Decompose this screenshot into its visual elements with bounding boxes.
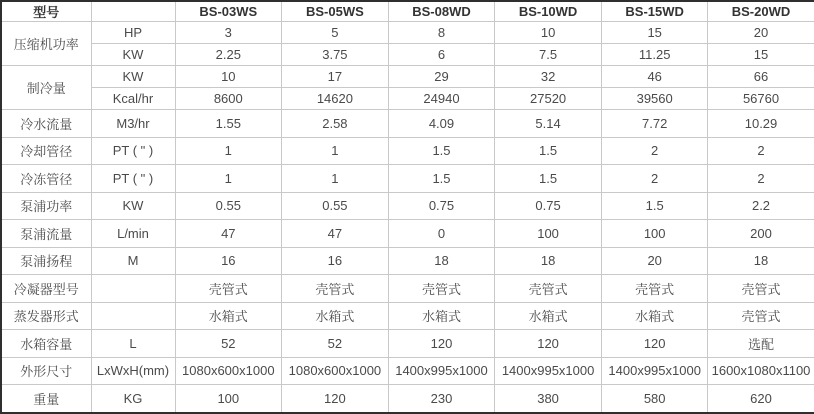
value-cell: 5 bbox=[282, 22, 389, 44]
value-cell: 1.55 bbox=[175, 110, 282, 138]
value-cell: 壳管式 bbox=[388, 275, 495, 303]
unit-cell: LxWxH(mm) bbox=[91, 357, 175, 385]
value-cell: 380 bbox=[495, 385, 602, 413]
value-cell: 2.25 bbox=[175, 44, 282, 66]
value-cell: 7.72 bbox=[601, 110, 708, 138]
row-label-cell: 蒸发器形式 bbox=[1, 302, 91, 330]
value-cell: 1400x995x1000 bbox=[601, 357, 708, 385]
unit-cell: Kcal/hr bbox=[91, 88, 175, 110]
unit-cell: M bbox=[91, 247, 175, 275]
value-cell: 水箱式 bbox=[601, 302, 708, 330]
row-label-cell: 泵浦扬程 bbox=[1, 247, 91, 275]
value-cell: 水箱式 bbox=[388, 302, 495, 330]
row-label-cell: 外形尺寸 bbox=[1, 357, 91, 385]
row-label-cell: 冷凝器型号 bbox=[1, 275, 91, 303]
value-cell: 24940 bbox=[388, 88, 495, 110]
table-row bbox=[1, 22, 814, 44]
unit-cell: PT ( " ) bbox=[91, 137, 175, 165]
value-cell: 4.09 bbox=[388, 110, 495, 138]
value-cell: 1 bbox=[282, 165, 389, 193]
value-cell: 56760 bbox=[708, 88, 814, 110]
value-cell: 2.2 bbox=[708, 192, 814, 220]
table-row bbox=[1, 88, 814, 110]
row-label-cell: 制冷量 bbox=[1, 66, 91, 110]
model-header-cell: BS-08WD bbox=[388, 1, 495, 22]
value-cell: 46 bbox=[601, 66, 708, 88]
value-cell: 7.5 bbox=[495, 44, 602, 66]
unit-cell: KW bbox=[91, 192, 175, 220]
value-cell: 15 bbox=[708, 44, 814, 66]
value-cell: 120 bbox=[282, 385, 389, 413]
row-label-cell: 泵浦流量 bbox=[1, 220, 91, 248]
value-cell: 14620 bbox=[282, 88, 389, 110]
value-cell: 0.75 bbox=[495, 192, 602, 220]
value-cell: 6 bbox=[388, 44, 495, 66]
value-cell: 10 bbox=[495, 22, 602, 44]
value-cell: 8 bbox=[388, 22, 495, 44]
value-cell: 2 bbox=[601, 165, 708, 193]
unit-cell: KW bbox=[91, 44, 175, 66]
table-row bbox=[1, 165, 814, 193]
value-cell: 230 bbox=[388, 385, 495, 413]
row-label-cell: 压缩机功率 bbox=[1, 22, 91, 66]
value-cell: 水箱式 bbox=[282, 302, 389, 330]
value-cell: 1 bbox=[175, 137, 282, 165]
value-cell: 壳管式 bbox=[175, 275, 282, 303]
value-cell: 壳管式 bbox=[601, 275, 708, 303]
value-cell: 18 bbox=[495, 247, 602, 275]
unit-cell: L/min bbox=[91, 220, 175, 248]
value-cell: 1600x1080x1100 bbox=[708, 357, 814, 385]
row-label-cell: 水箱容量 bbox=[1, 330, 91, 358]
unit-cell bbox=[91, 275, 175, 303]
value-cell: 27520 bbox=[495, 88, 602, 110]
value-cell: 1400x995x1000 bbox=[495, 357, 602, 385]
value-cell: 10.29 bbox=[708, 110, 814, 138]
value-cell: 100 bbox=[175, 385, 282, 413]
value-cell: 水箱式 bbox=[175, 302, 282, 330]
spec-table-body bbox=[1, 22, 814, 414]
value-cell: 0.55 bbox=[282, 192, 389, 220]
value-cell: 120 bbox=[495, 330, 602, 358]
value-cell: 1080x600x1000 bbox=[282, 357, 389, 385]
value-cell: 20 bbox=[708, 22, 814, 44]
unit-cell: KG bbox=[91, 385, 175, 413]
value-cell: 1080x600x1000 bbox=[175, 357, 282, 385]
table-row bbox=[1, 275, 814, 303]
value-cell: 29 bbox=[388, 66, 495, 88]
value-cell: 200 bbox=[708, 220, 814, 248]
table-row bbox=[1, 110, 814, 138]
table-row bbox=[1, 247, 814, 275]
unit-cell: HP bbox=[91, 22, 175, 44]
unit-cell: L bbox=[91, 330, 175, 358]
table-row bbox=[1, 192, 814, 220]
value-cell: 39560 bbox=[601, 88, 708, 110]
value-cell: 0.55 bbox=[175, 192, 282, 220]
unit-cell: M3/hr bbox=[91, 110, 175, 138]
value-cell: 120 bbox=[601, 330, 708, 358]
value-cell: 620 bbox=[708, 385, 814, 413]
table-row bbox=[1, 66, 814, 88]
model-header-cell: BS-10WD bbox=[495, 1, 602, 22]
value-cell: 壳管式 bbox=[495, 275, 602, 303]
value-cell: 3 bbox=[175, 22, 282, 44]
value-cell: 壳管式 bbox=[282, 275, 389, 303]
value-cell: 选配 bbox=[708, 330, 814, 358]
row-label-cell: 泵浦功率 bbox=[1, 192, 91, 220]
unit-header-cell bbox=[91, 1, 175, 22]
row-label-cell: 重量 bbox=[1, 385, 91, 413]
model-header-cell: BS-03WS bbox=[175, 1, 282, 22]
value-cell: 18 bbox=[388, 247, 495, 275]
value-cell: 15 bbox=[601, 22, 708, 44]
value-cell: 16 bbox=[282, 247, 389, 275]
model-label-cell: 型号 bbox=[1, 1, 91, 22]
value-cell: 47 bbox=[175, 220, 282, 248]
value-cell: 水箱式 bbox=[495, 302, 602, 330]
value-cell: 壳管式 bbox=[708, 302, 814, 330]
value-cell: 52 bbox=[175, 330, 282, 358]
value-cell: 1.5 bbox=[495, 165, 602, 193]
value-cell: 1 bbox=[175, 165, 282, 193]
value-cell: 1.5 bbox=[388, 165, 495, 193]
value-cell: 1 bbox=[282, 137, 389, 165]
value-cell: 11.25 bbox=[601, 44, 708, 66]
value-cell: 32 bbox=[495, 66, 602, 88]
value-cell: 2 bbox=[708, 165, 814, 193]
row-label-cell: 冷冻管径 bbox=[1, 165, 91, 193]
model-header-cell: BS-05WS bbox=[282, 1, 389, 22]
table-row bbox=[1, 220, 814, 248]
table-row bbox=[1, 302, 814, 330]
model-header-cell: BS-15WD bbox=[601, 1, 708, 22]
value-cell: 0 bbox=[388, 220, 495, 248]
value-cell: 10 bbox=[175, 66, 282, 88]
row-label-cell: 冷却管径 bbox=[1, 137, 91, 165]
value-cell: 120 bbox=[388, 330, 495, 358]
unit-cell bbox=[91, 302, 175, 330]
value-cell: 1.5 bbox=[388, 137, 495, 165]
table-row bbox=[1, 137, 814, 165]
value-cell: 0.75 bbox=[388, 192, 495, 220]
value-cell: 100 bbox=[601, 220, 708, 248]
value-cell: 18 bbox=[708, 247, 814, 275]
value-cell: 5.14 bbox=[495, 110, 602, 138]
value-cell: 2.58 bbox=[282, 110, 389, 138]
value-cell: 2 bbox=[601, 137, 708, 165]
value-cell: 17 bbox=[282, 66, 389, 88]
model-header-cell: BS-20WD bbox=[708, 1, 814, 22]
table-row bbox=[1, 357, 814, 385]
value-cell: 580 bbox=[601, 385, 708, 413]
table-row bbox=[1, 44, 814, 66]
value-cell: 1.5 bbox=[495, 137, 602, 165]
value-cell: 100 bbox=[495, 220, 602, 248]
table-row bbox=[1, 385, 814, 413]
value-cell: 1.5 bbox=[601, 192, 708, 220]
header-row bbox=[1, 1, 814, 22]
value-cell: 3.75 bbox=[282, 44, 389, 66]
value-cell: 16 bbox=[175, 247, 282, 275]
table-row bbox=[1, 330, 814, 358]
value-cell: 52 bbox=[282, 330, 389, 358]
value-cell: 66 bbox=[708, 66, 814, 88]
value-cell: 1400x995x1000 bbox=[388, 357, 495, 385]
row-label-cell: 冷水流量 bbox=[1, 110, 91, 138]
value-cell: 壳管式 bbox=[708, 275, 814, 303]
value-cell: 47 bbox=[282, 220, 389, 248]
value-cell: 8600 bbox=[175, 88, 282, 110]
value-cell: 2 bbox=[708, 137, 814, 165]
value-cell: 20 bbox=[601, 247, 708, 275]
unit-cell: KW bbox=[91, 66, 175, 88]
unit-cell: PT ( " ) bbox=[91, 165, 175, 193]
